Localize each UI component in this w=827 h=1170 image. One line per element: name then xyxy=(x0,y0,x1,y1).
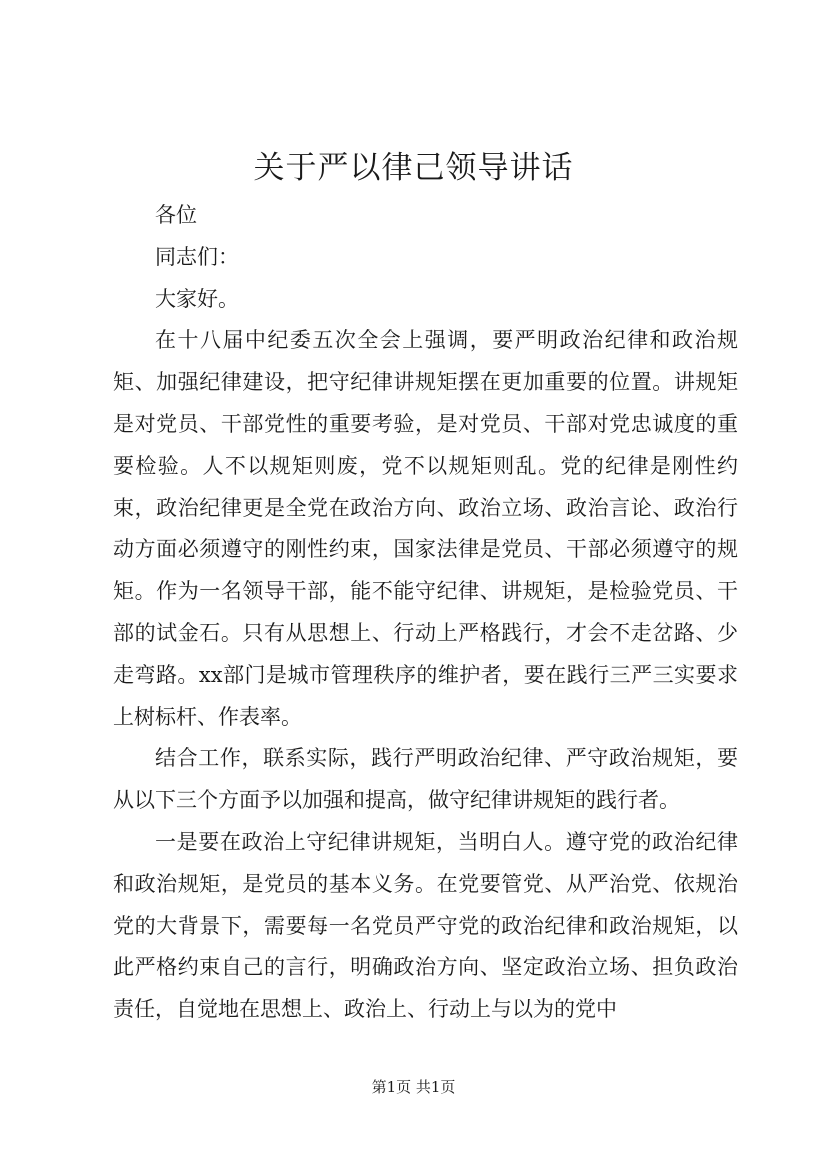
body-paragraph: 结合工作，联系实际，践行严明政治纪律、严守政治规矩，要从以下三个方面予以加强和提高，做守纪律讲规矩的践行者。 xyxy=(113,746,738,813)
body-paragraph: 在十八届中纪委五次全会上强调，要严明政治纪律和政治规矩、加强纪律建设，把守纪律讲规矩摆在更加重要的位置。讲规矩是对党员、干部党性的重要考验，是对党员、干部对党忠诚度的重要检验。人不以规矩则废，党不以规矩则乱。党的纪律是刚性约束，政治纪律更是全党在政治方向、政治立场、政治言论、政治行动方面必须遵守的刚性约束，国家法律是党员、干部必须遵守的规矩。作为一名领导干部，能不能守纪律、讲规矩，是检验党员、干部的试金石。只有从思想上、行动上严格践行，才会不走岔路、少走弯路。xx部门是城市管理秩序的维护者，要在践行三严三实要求上树标杆、作表率。 xyxy=(113,328,738,729)
greeting-paragraph: 大家好。 xyxy=(155,286,239,311)
salutation-line-1: 各位 xyxy=(155,203,197,227)
document-title: 关于严以律己领导讲话 xyxy=(253,150,574,186)
salutation-line-2: 同志们： xyxy=(155,244,239,269)
body-paragraph: 一是要在政治上守纪律讲规矩，当明白人。遵守党的政治纪律和政治规矩，是党员的基本义务。在党要管党、从严治党、依规治党的大背景下，需要每一名党员严守党的政治纪律和政治规矩，以此严格约束自己的言行，明确政治方向、坚定政治立场、担负政治责任，自觉地在思想上、政治上、行动上与以为的党中 xyxy=(113,829,738,1022)
page-footer: 第1页 共1页 xyxy=(371,1078,456,1096)
document-body xyxy=(113,195,738,1031)
